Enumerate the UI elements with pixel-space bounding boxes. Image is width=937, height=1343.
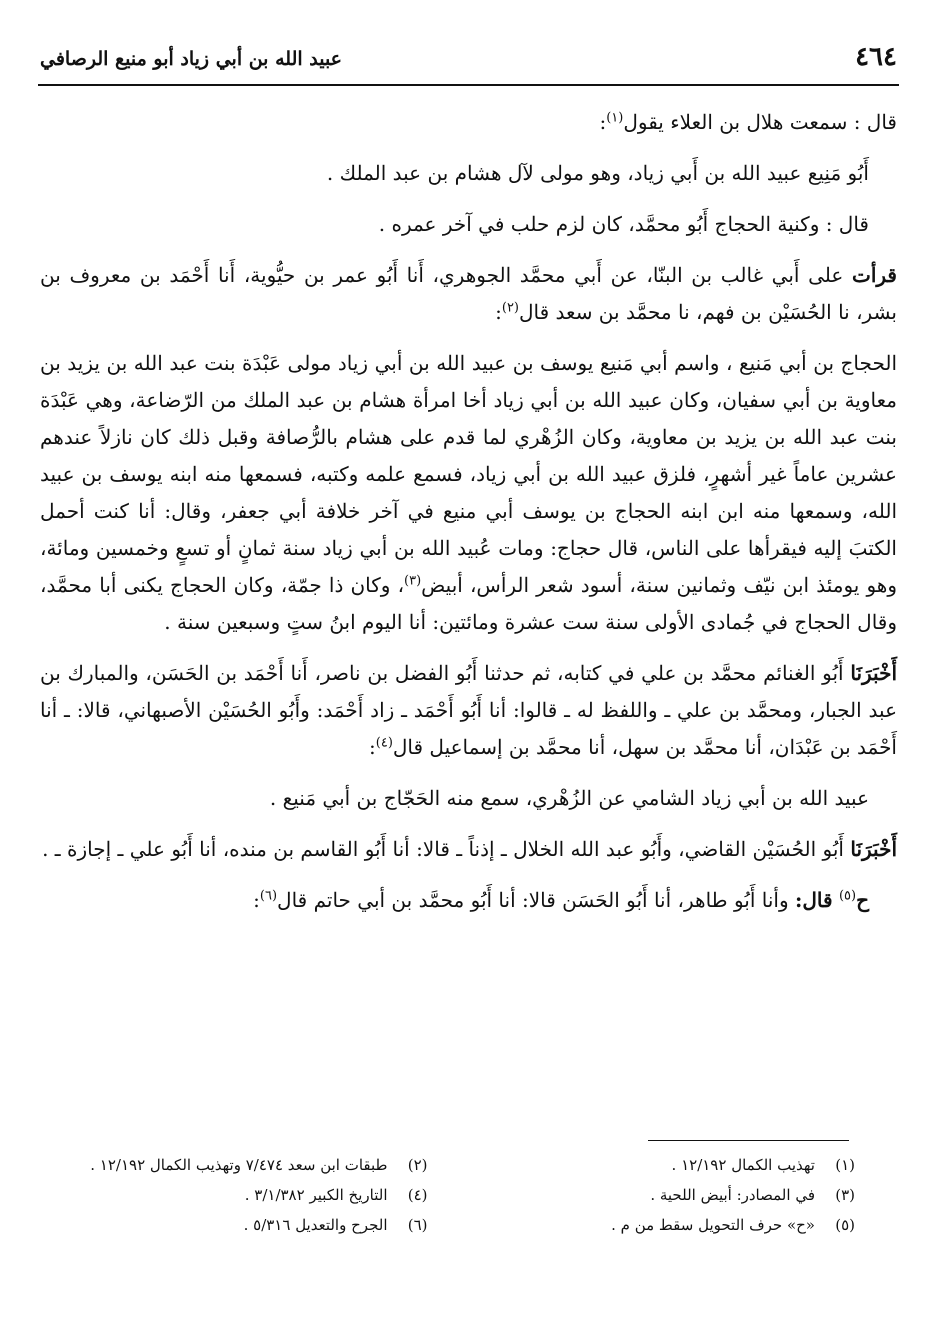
page-header — [38, 38, 899, 86]
footnote-ref-2: (٢) — [501, 300, 519, 316]
footnote-separator — [648, 1140, 849, 1141]
footnote-item: (٥)«ح» حرف التحويل سقط من م . — [611, 1216, 855, 1234]
footnote-ref-4: (٤) — [375, 735, 393, 751]
paragraph-3: قال : وكنية الحجاج أَبُو محمَّد، كان لزم حلب في آخر عمره . — [378, 212, 869, 236]
lead-word: أَخْبَرَنَا — [850, 661, 897, 685]
paragraph-5: الحجاج بن أبي مَنيع ، واسم أبي مَنيع يوسف بن عبيد الله بن أبي زياد مولى عَبْدَة بنت عبد الله بن يزيد بن معاوية بن أبي سفيان، وكان عبيد الله بن أبي زياد أخا امرأة هشام بن عبد الملك من الرّضاعة، وهي عَبْدَة بنت عبد الله بن يزيد بن معاوية، وكان الزُهْري لما قدم على هشام بالرُّصافة وقبل ذلك كان نازلاً عندهم عشرين عاماً غير أشهرٍ، فلزق عبيد الله بن أبي زياد، فسمع علمه وكتبه، فسمعها منه ابنه يوسف بن عبيد الله، وسمعها منه ابن ابنه الحجاج بن يوسف أبي منيع في آخر خلافة أبي جعفر، وقال: أنا كنت أحمل الكتبَ إليه فيقرأها على الناس، قال حجاج: ومات عُبيد الله بن أبي زياد سنة ثمانٍ أو تسعٍ وخمسين ومائة، وهو يومئذ ابن نيّف وثمانين سنة، أسود شعر الرأس، أبيض$^{(٣)}$، وكان ذا جمّة، وكان الحجاج يكنى أبا محمَّد، وقال الحجاج في جُمادى الأولى سنة ست عشرة ومائتين: أنا اليوم ابنُ ستٍ وسبعين سنة . — [40, 351, 897, 634]
footnote-ref-6: (٦) — [259, 888, 278, 904]
paragraph-6: أَخْبَرَنَا أَبُو الغنائم محمَّد بن علي في كتابه، ثم حدثنا أَبُو الفضل بن ناصر، أَنا أَحْمَد بن الحَسَن، والمبارك بن عبد الجبار، ومحمَّد بن علي ـ واللفظ له ـ قالوا: أنا أَبُو أَحْمَد ـ زاد أَحْمَد: وأَبُو الحُسَيْن الأصبهاني، قالا: ـ أنا أَحْمَد بن عَبْدَان، أنا محمَّد بن سهل، أنا محمَّد بن إسماعيل قال$^{(٤)}$: — [40, 661, 897, 759]
paragraph-8: أَخْبَرَنَا أَبُو الحُسَيْن القاضي، وأَبُو عبد الله الخلال ـ إذناً ـ قالا: أنا أَبُو القاسم بن منده، أنا أَبُو علي ـ إجازة ـ . — [42, 837, 897, 861]
paragraph-7: عبيد الله بن أبي زياد الشامي عن الزُهْري، سمع منه الحَجّاج بن أبي مَنيع . — [269, 786, 869, 810]
footnote-item: (٣)في المصادر: أبيض اللحية . — [650, 1186, 855, 1204]
paragraph-1: قال : سمعت هلال بن العلاء يقول$^{(١)}$: — [599, 110, 897, 134]
footnote-ref-3: (٣) — [404, 573, 422, 589]
paragraph-9: ح$^{(٥)}$ قال: وأنا أَبُو طاهر، أنا أَبُو الحَسَن قالا: أنا أَبُو محمَّد بن أبي حاتم قال$^{(٦)}$: — [253, 888, 869, 912]
page-number: ٤٦٤ — [855, 42, 897, 72]
footnote-ref-5: (٥) — [838, 888, 857, 904]
lead-word: قرأت — [852, 263, 897, 287]
footnote-item: (٢)طبقات ابن سعد ٧/٤٧٤ وتهذيب الكمال ١٢/١٩٢ . — [90, 1156, 428, 1174]
running-title: عبيد الله بن أبي زياد أبو منيع الرصافي — [40, 48, 343, 70]
main-text — [40, 104, 897, 933]
paragraph-2: أَبُو مَنِيع عبيد الله بن أَبي زياد، وهو مولى لآل هشام بن عبد الملك . — [326, 161, 869, 185]
footnote-item: (٤)التاريخ الكبير ٣/١/٣٨٢ . — [244, 1186, 428, 1204]
lead-word: أَخْبَرَنَا — [850, 837, 897, 861]
footnotes — [40, 1152, 855, 1239]
paragraph-4: قرأت على أَبي غالب بن البنّا، عن أَبي محمَّد الجوهري، أَنا أَبُو عمر بن حيُّوية، أَنا أَحْمَد بن معروف بن بشر، نا الحُسَيْن بن فهم، نا محمَّد بن سعد قال$^{(٢)}$: — [40, 263, 897, 324]
footnote-item: (٦)الجرح والتعديل ٥/٣١٦ . — [243, 1216, 428, 1234]
footnote-ref-1: (١) — [606, 110, 624, 126]
footnote-item: (١)تهذيب الكمال ١٢/١٩٢ . — [671, 1156, 855, 1174]
